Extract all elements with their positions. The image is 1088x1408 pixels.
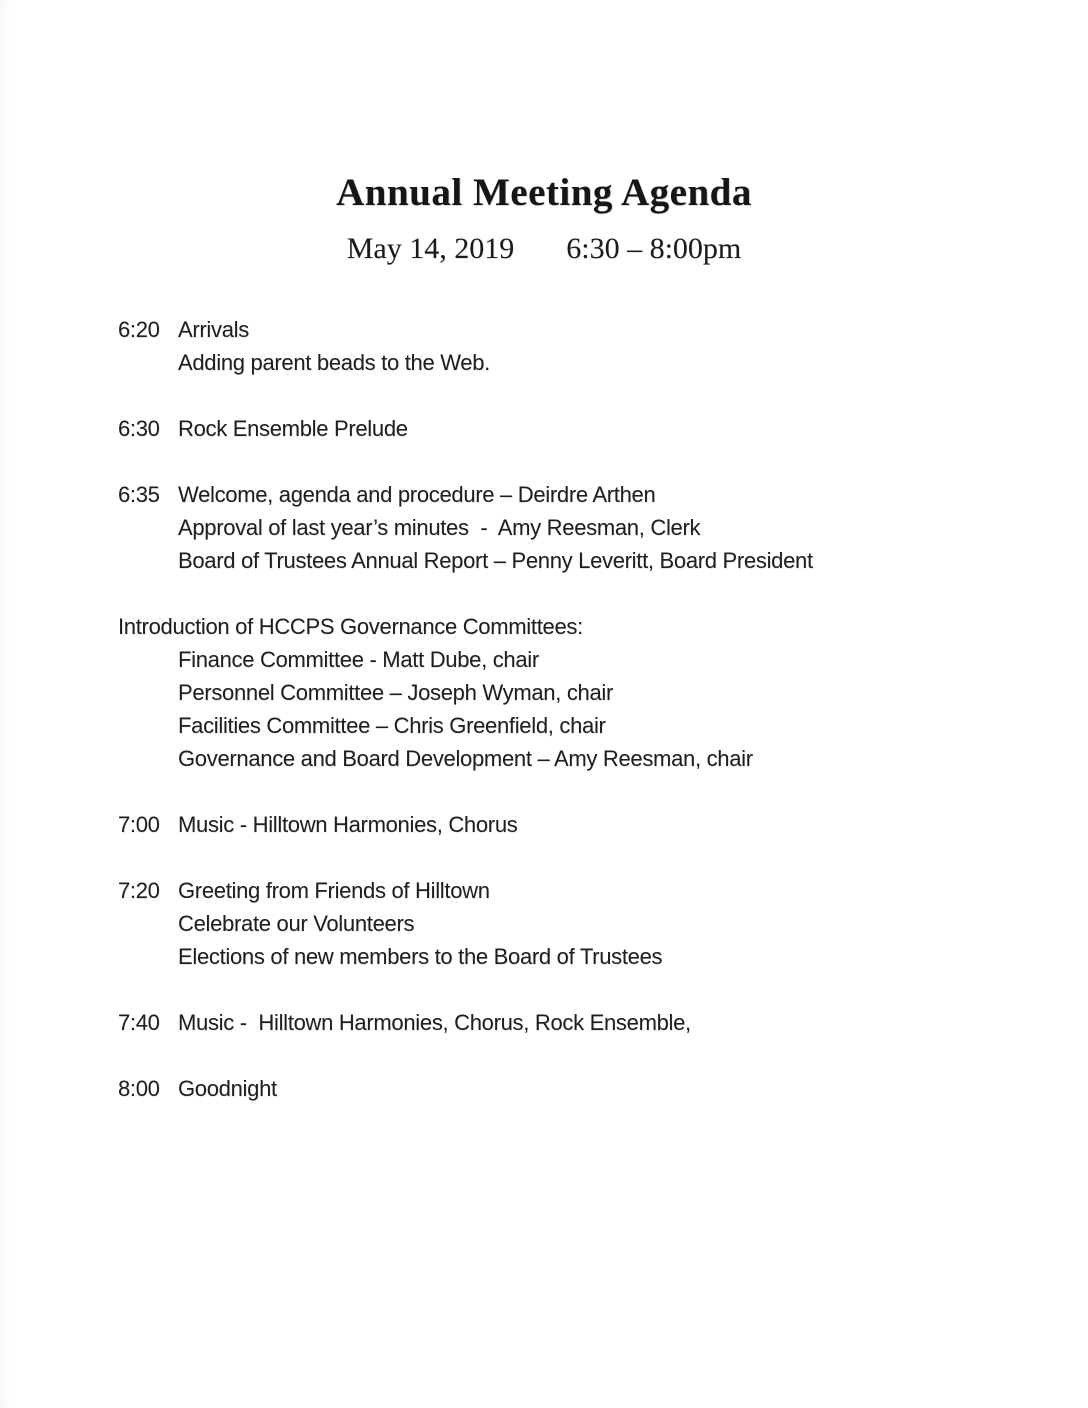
meeting-date: May 14, 2019	[346, 232, 515, 265]
agenda-line: Facilities Committee – Chris Greenfield, chair	[178, 713, 606, 738]
agenda-time: 7:20	[118, 878, 160, 903]
agenda-line: Elections of new members to the Board of Trustees	[178, 944, 663, 969]
agenda-item-committees-introduction	[118, 610, 1028, 775]
agenda-line: Arrivals	[178, 317, 249, 342]
meeting-time-range: 6:30 – 8:00pm	[566, 232, 742, 265]
agenda-line: Governance and Board Development – Amy Reesman, chair	[178, 746, 753, 771]
agenda-line: Greeting from Friends of Hilltown	[178, 878, 490, 903]
agenda-time: 7:00	[118, 812, 160, 837]
agenda-line: Finance Committee - Matt Dube, chair	[178, 647, 539, 672]
agenda-line: Celebrate our Volunteers	[178, 911, 415, 936]
agenda-item-welcome	[118, 478, 1028, 577]
agenda-item-music-finale	[118, 1006, 1028, 1039]
agenda-line: Approval of last year’s minutes - Amy Reesman, Clerk	[178, 515, 701, 540]
agenda-item-music-chorus	[118, 808, 1028, 841]
agenda-line: Rock Ensemble Prelude	[178, 416, 408, 441]
agenda-time: 6:35	[118, 482, 160, 507]
agenda-line: Goodnight	[178, 1076, 277, 1101]
agenda-item-goodnight	[118, 1072, 1028, 1105]
page-title: Annual Meeting Agenda	[336, 171, 752, 214]
agenda-item-arrivals	[118, 313, 1028, 379]
agenda-time: 6:20	[118, 317, 160, 342]
agenda-line: Board of Trustees Annual Report – Penny Leveritt, Board President	[178, 548, 813, 573]
agenda-line: Adding parent beads to the Web.	[178, 350, 490, 375]
agenda-time: 8:00	[118, 1076, 160, 1101]
agenda-line: Music - Hilltown Harmonies, Chorus, Rock Ensemble,	[178, 1010, 691, 1035]
agenda-time: 7:40	[118, 1010, 160, 1035]
committees-heading: Introduction of HCCPS Governance Committees:	[118, 614, 583, 639]
agenda-line: Welcome, agenda and procedure – Deirdre Arthen	[178, 482, 656, 507]
agenda-item-rock-ensemble-prelude	[118, 412, 1028, 445]
meeting-date-time	[0, 230, 1088, 268]
agenda-line: Personnel Committee – Joseph Wyman, chair	[178, 680, 614, 705]
agenda-item-greeting	[118, 874, 1028, 973]
agenda-list	[0, 313, 1088, 1105]
agenda-time: 6:30	[118, 416, 160, 441]
agenda-line: Music - Hilltown Harmonies, Chorus	[178, 812, 518, 837]
